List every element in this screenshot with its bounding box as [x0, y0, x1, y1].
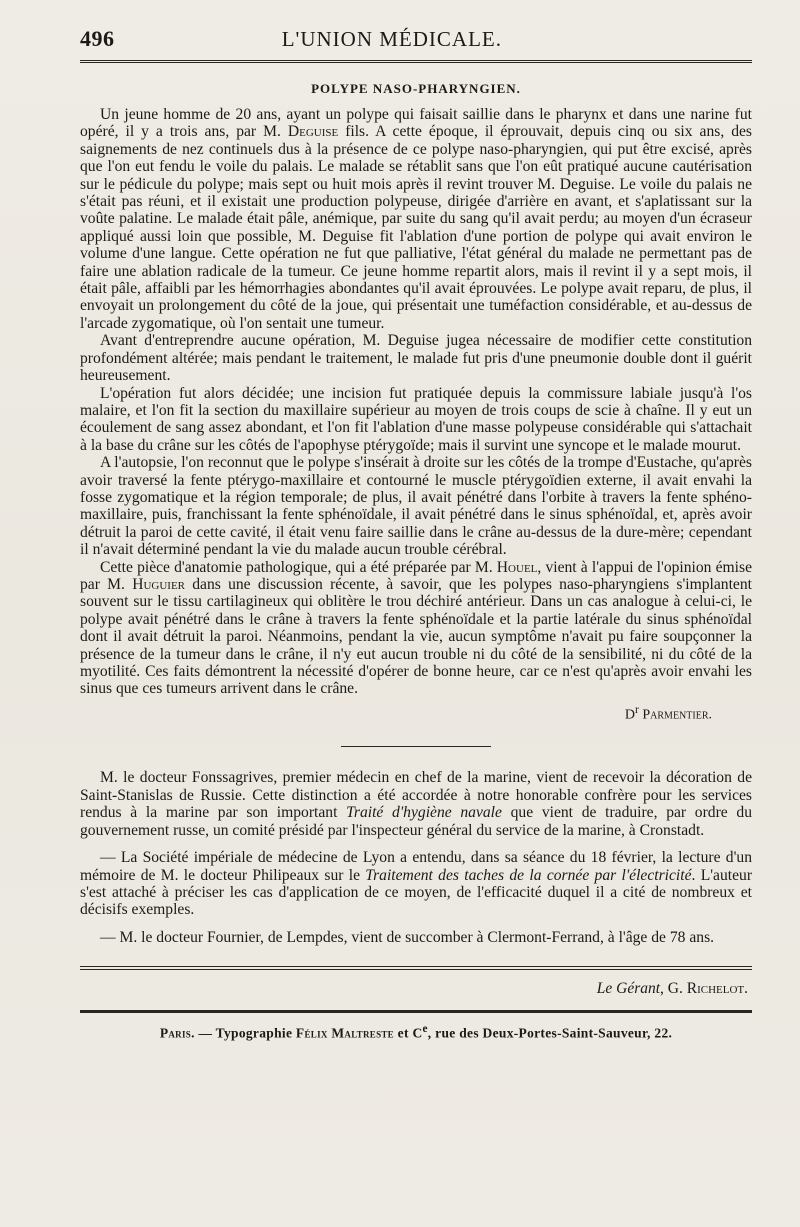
memoir-title: Traitement des taches de la cornée par l'électricité [365, 866, 692, 884]
news-item-2 [80, 849, 752, 919]
page-header [80, 26, 752, 63]
imprint-address: , rue des Deux-Portes-Saint-Sauveur, 22. [427, 1025, 673, 1041]
section-title: POLYPE NASO-PHARYNGIEN. [311, 81, 521, 96]
text-run: dans une discussion récente, à savoir, que les polypes naso-pharyngiens s'implantent souvent sur le tissu cartilagineux qui oblitère le trou déchiré antérieur. Dans un cas analogue à celui-ci, le polype avait pénétré dans le crâne à travers la fente sphénoïdale et la partie latérale du sinus sphénoïdal dont il avait détruit la paroi. Néanmoins, pendant la vie, aucun symptôme n'avait pu faire soupçonner la présence de la tumeur dans le crâne, il n'y eut aucun trouble ni du côté de la sensibilité, ni du côté de la myotilité. Ces faits démontrent la nécessité d'opérer de bonne heure, car ce n'est qu'après avoir envahi les sinus que ces tumeurs arrivent dans le crâne. [80, 575, 752, 698]
gerant-name: G. Richelot. [667, 980, 748, 998]
text-run: — Typographie [194, 1025, 296, 1041]
imprint-city: Paris. [159, 1025, 195, 1041]
article-paragraph-3: L'opération fut alors décidée; une incision fut pratiquée depuis la commissure labiale jusqu'à l'os malaire, et l'on fit la section du maxillaire supérieur au moyen de trois coups de scie à chaîne. Il y eut un écoulement de sang assez abondant, et l'on fit l'ablation d'une masse polypeuse considérable qui s'attachait à la base du crâne sur les côtés de l'apophyse ptérygoïde; mais il survint une syncope et le malade mourut. [80, 384, 752, 454]
text-run: et C [394, 1025, 423, 1041]
text-run: — La Société impériale de médecine de Lyon a entendu, dans sa séance du 18 février, la lecture d'un mémoire de M. le docteur Philipeaux sur le [80, 849, 752, 884]
news-item-1 [80, 769, 752, 839]
running-title: L'UNION MÉDICALE. [281, 27, 502, 51]
signature-name: Parmentier. [642, 707, 712, 723]
imprint-rule [80, 1010, 752, 1013]
article-paragraph-5 [80, 559, 752, 698]
news-section [80, 769, 752, 946]
text-run: M. le docteur Fonssagrives, premier médecin en chef de la marine, vient de recevoir la décoration de Saint-Stanislas de Russie. Cette distinction a été accordée à notre honorable confrère pour les services rendus à la marine par son important [80, 769, 752, 822]
signature-prefix: D [624, 707, 635, 723]
section-separator [341, 746, 491, 747]
signature-superscript: r [634, 702, 639, 716]
printer-imprint [80, 1023, 752, 1042]
page-number: 496 [80, 26, 115, 51]
text-run: . L'auteur s'est attaché à préciser les cas d'application de ce moyen, de l'efficacité duquel il a cité de nombreux et décisifs exemples. [80, 866, 753, 919]
imprint-printer: Félix Maltreste [295, 1025, 394, 1041]
gerant-label: Le Gérant [596, 980, 661, 998]
text-run: fils. A cette époque, il éprouvait, depuis cinq ou six ans, des saignements de nez continuels dus à la présence de ce polype naso-pharyngien, qui put être excisé, après que l'on eut fendu le voile du palais. Le malade se rétablit sans que l'on eût pratiqué aucune cautérisation sur le pédicule du polype; mais sept ou huit mois après il revint trouver M. Deguise. Le voile du palais ne s'était pas réuni, et il existait une production polypeuse, dirigée d'arrière en avant, et s'aplatissant sur la voûte palatine. Le malade était pâle, anémique, par suite du sang qu'il avait perdu; au moyen d'un écraseur appliqué aussi loin que possible, M. Deguise fit l'ablation d'une portion de polype qui avait environ le volume d'une langue. Cette opération ne fut que palliative, l'état général du malade ne permettant pas de faire une ablation radicale de la tumeur. Ce jeune homme repartit alors, mais il revint il y a sept mois, il était pâle, affaibli par les hémorrhagies abondantes qu'il avait éprouvées. Le polype avait reparu, de plus, il envoyait un prolongement du côté de la joue, qui présentait une tuméfaction considérable, et au-dessus de l'arcade zygomatique, où l'on sentait une tumeur. [80, 123, 752, 332]
article-signature [80, 703, 712, 724]
article [80, 106, 752, 723]
author-name-huguier: Huguier [132, 575, 185, 593]
footer-rule [80, 966, 752, 970]
author-name-houel: Houel [496, 558, 538, 576]
book-title: Traité d'hygiène navale [346, 804, 502, 822]
news-item-3: — M. le docteur Fournier, de Lempdes, vient de succomber à Clermont-Ferrand, à l'âge de 78 ans. [100, 928, 715, 946]
imprint-superscript: e [422, 1023, 428, 1036]
gerant-line: Le Gérant, G. Richelot. [596, 980, 748, 998]
author-name-deguise: Deguise [287, 123, 339, 141]
text-run: Un jeune homme de 20 ans, ayant un polype qui faisait saillie dans le pharynx et dans une narine fut opéré, il y a trois ans, par M. [80, 106, 752, 141]
text-run: Cette pièce d'anatomie pathologique, qui a été préparée par M. [100, 558, 497, 576]
article-paragraph-4: A l'autopsie, l'on reconnut que le polype s'insérait à droite sur les côtés de la trompe d'Eustache, qu'après avoir traversé la fente ptérygo-maxillaire et contourné le muscle ptérygoïdien externe, il avait envahi la fosse zygomatique et la région temporale; de plus, il avait pénétré dans l'orbite à travers la fente sphéno-maxillaire, puis, franchissant la fente sphénoïdale, il avait pénétré dans le sinus sphénoïdal, et, après avoir détruit la paroi de cette cavité, il était venu faire saillie dans le crâne au-dessus de la dure-mère; cependant il n'avait déterminé pendant la vie du malade aucun trouble cérébral. [80, 454, 752, 559]
text-run: que vient de traduire, par ordre du gouvernement russe, un comité présidé par l'inspecteur général du service de la marine, à Cronstadt. [80, 804, 752, 839]
article-paragraph-2: Avant d'entreprendre aucune opération, M. Deguise jugea nécessaire de modifier cette constitution profondément altérée; mais pendant le traitement, le malade fut pris d'une pneumonie double dont il guérit heureusement. [80, 332, 752, 385]
article-paragraph-1 [80, 106, 752, 332]
text-run: , vient à l'appui de l'opinion émise par M. [80, 558, 752, 593]
